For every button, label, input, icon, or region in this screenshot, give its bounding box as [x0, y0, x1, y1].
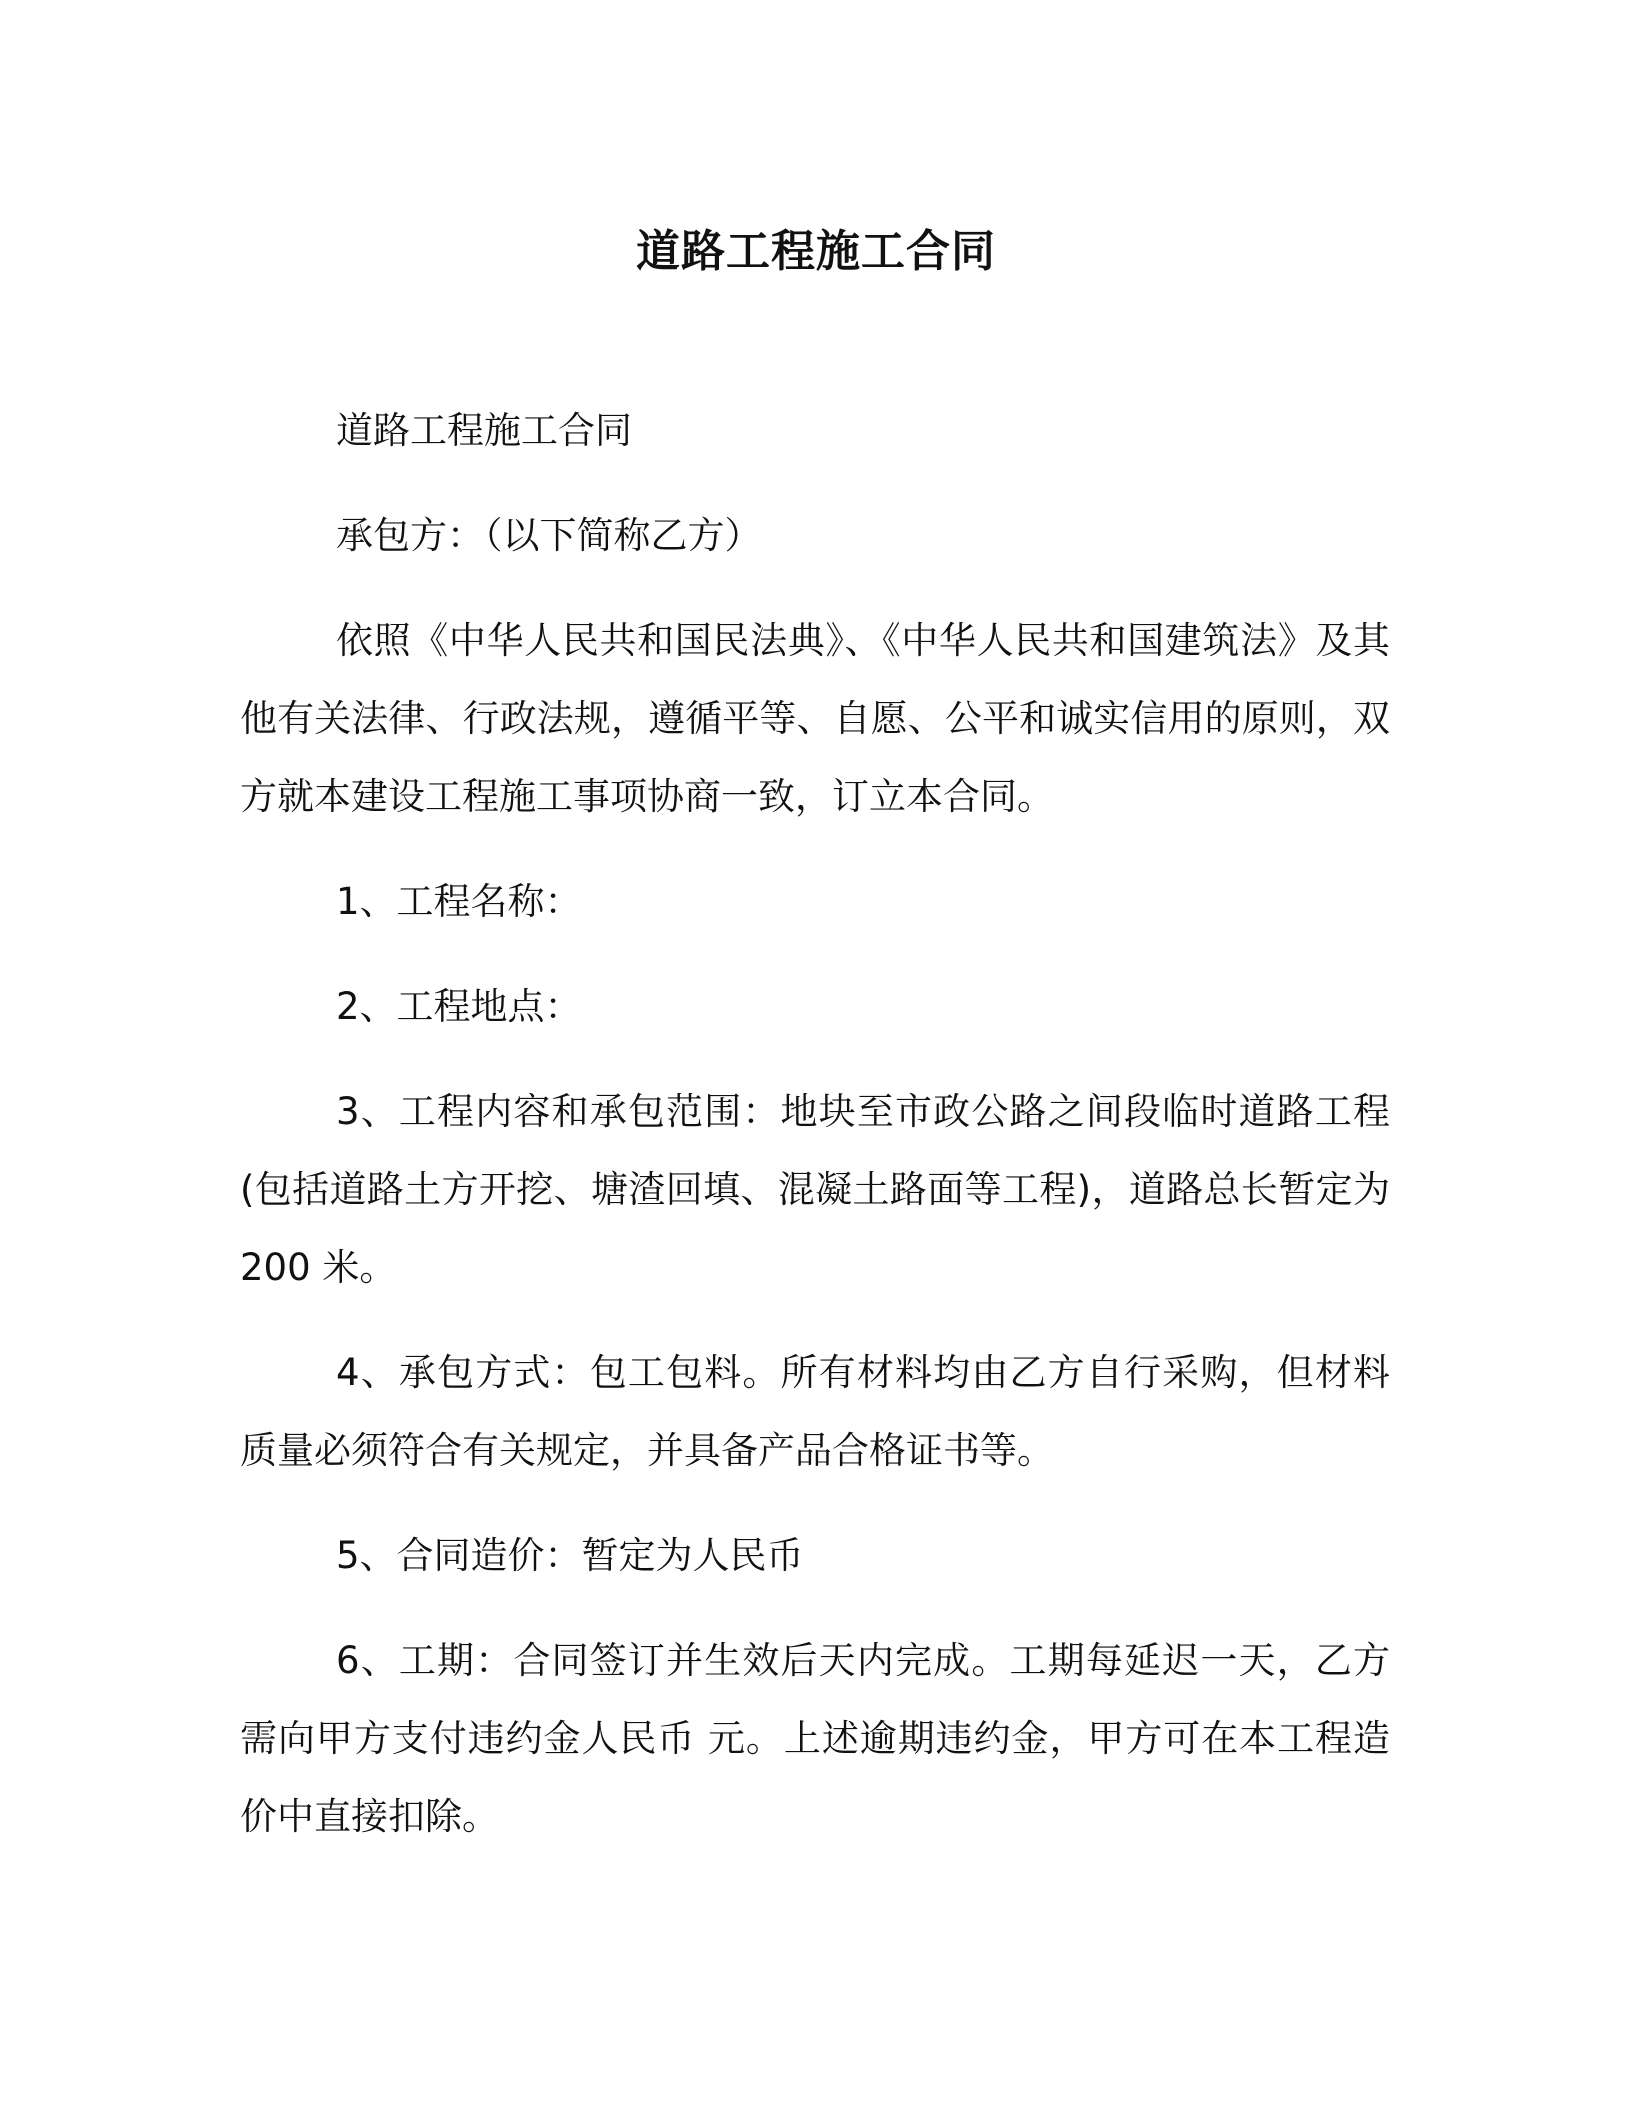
- paragraph-clause-4: 4、承包方式：包工包料。所有材料均由乙方自行采购，但材料质量必须符合有关规定，并具备产品合格证书等。: [240, 1351, 1390, 1472]
- paragraph-clause-5: 5、合同造价：暂定为人民币: [336, 1534, 804, 1577]
- document-body: [240, 392, 1390, 1883]
- paragraph-clause-3: 3、工程内容和承包范围：地块至市政公路之间段临时道路工程(包括道路土方开挖、塘渣回填、混凝土路面等工程)，道路总长暂定为 200 米。: [240, 1090, 1390, 1289]
- paragraph-clause-2: 2、工程地点：: [336, 985, 582, 1028]
- paragraph-clause-1: 1、工程名称：: [336, 880, 582, 923]
- paragraph-preamble: 依照《中华人民共和国民法典》、《中华人民共和国建筑法》及其他有关法律、行政法规，遵循平等、自愿、公平和诚实信用的原则，双方就本建设工程施工事项协商一致，订立本合同。: [240, 619, 1390, 818]
- paragraph-contractor: 承包方：（以下简称乙方）: [336, 514, 762, 557]
- document-title: 道路工程施工合同: [636, 226, 996, 277]
- paragraph-subtitle: 道路工程施工合同: [336, 409, 632, 452]
- paragraph-clause-6: 6、工期：合同签订并生效后天内完成。工期每延迟一天，乙方需向甲方支付违约金人民币 元。上述逾期违约金，甲方可在本工程造价中直接扣除。: [240, 1639, 1390, 1838]
